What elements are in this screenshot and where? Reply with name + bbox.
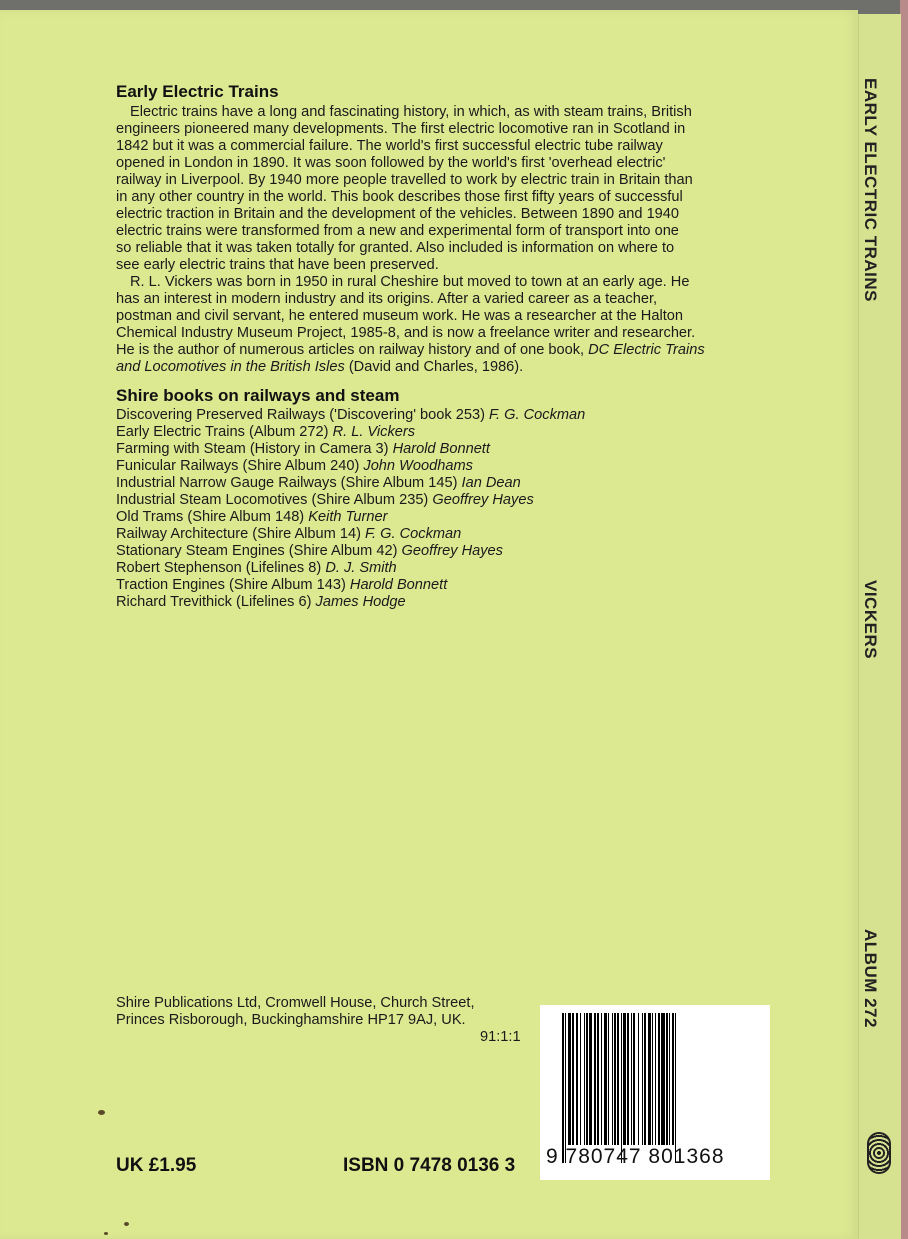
list-item-title: Discovering Preserved Railways ('Discovering' book 253) (116, 407, 485, 423)
text-line: see early electric trains that have been preserved. (116, 257, 439, 273)
book-title: and Locomotives in the British Isles (116, 359, 345, 375)
text-line: Electric trains have a long and fascinating history, in which, as with steam trains, British (130, 104, 692, 120)
section-heading-early-electric-trains: Early Electric Trains (116, 82, 279, 101)
list-item-author: John Woodhams (363, 458, 473, 474)
list-item (116, 441, 490, 458)
list-item-author: F. G. Cockman (365, 526, 462, 542)
text-line: electric traction in Britain and the development of the vehicles. Between 1890 and 1940 (116, 206, 680, 222)
book-title: DC Electric Trains (588, 342, 705, 358)
barcode-bar (676, 1013, 679, 1163)
back-cover (0, 10, 858, 1239)
list-item-author: Geoffrey Hayes (401, 543, 503, 559)
text-line: engineers pioneered many developments. The first electric locomotive ran in Scotland in (116, 121, 686, 137)
price-label: UK £1.95 (116, 1155, 197, 1176)
list-item (116, 475, 521, 492)
stain-mark (124, 1222, 129, 1226)
book-spine (858, 14, 901, 1239)
barcode-bars (562, 1013, 764, 1145)
text-line: postman and civil servant, he entered museum work. He was a researcher at the Halton (116, 308, 683, 324)
list-item-title: Farming with Steam (History in Camera 3) (116, 441, 389, 457)
list-item (116, 543, 503, 560)
list-item-title: Stationary Steam Engines (Shire Album 42) (116, 543, 398, 559)
list-item-author: Keith Turner (308, 509, 388, 525)
list-item-author: F. G. Cockman (489, 407, 586, 423)
print-code: 91:1:1 (480, 1029, 521, 1045)
list-item (116, 560, 397, 577)
list-item-author: Ian Dean (461, 475, 521, 491)
list-item (116, 526, 461, 543)
text-line (116, 359, 523, 376)
list-item (116, 407, 585, 424)
publisher-logo-icon (867, 1132, 891, 1174)
list-item (116, 492, 534, 509)
list-item-author: James Hodge (315, 594, 406, 610)
list-item-title: Industrial Steam Locomotives (Shire Album 235) (116, 492, 429, 508)
text-fragment: He is the author of numerous articles on railway history and of one book, (116, 342, 585, 358)
text-line (116, 342, 705, 359)
text-line: has an interest in modern industry and its origins. After a varied career as a teacher, (116, 291, 658, 307)
text-line: 1842 but it was a commercial failure. The world's first successful electric tube railway (116, 138, 663, 154)
barcode-digits: 9 780747 801368 (546, 1145, 725, 1168)
back-cover-edge (900, 0, 908, 1239)
text-line: in any other country in the world. This book describes those first fifty years of successful (116, 189, 683, 205)
list-item-title: Robert Stephenson (Lifelines 8) (116, 560, 322, 576)
text-line: electric trains were transformed from a new and experimental form of transport into one (116, 223, 679, 239)
text-line: so reliable that it was taken totally for granted. Also included is information on where to (116, 240, 675, 256)
list-item (116, 509, 387, 526)
list-item-author: Geoffrey Hayes (432, 492, 534, 508)
list-item-title: Richard Trevithick (Lifelines 6) (116, 594, 312, 610)
list-item-title: Early Electric Trains (Album 272) (116, 424, 329, 440)
list-item-author: D. J. Smith (325, 560, 397, 576)
list-item-author: Harold Bonnett (349, 577, 448, 593)
list-item-title: Railway Architecture (Shire Album 14) (116, 526, 361, 542)
stain-mark (98, 1110, 105, 1115)
spine-author: VICKERS (861, 580, 880, 660)
list-item (116, 577, 447, 594)
text-line: railway in Liverpool. By 1940 more people travelled to work by electric train in Britain than (116, 172, 693, 188)
text-line: opened in London in 1890. It was soon followed by the world's first 'overhead electric' (116, 155, 666, 171)
text-line: R. L. Vickers was born in 1950 in rural Cheshire but moved to town at an early age. He (130, 274, 690, 290)
list-item (116, 594, 406, 611)
list-item-title: Industrial Narrow Gauge Railways (Shire Album 145) (116, 475, 458, 491)
list-item (116, 424, 415, 441)
stain-mark (104, 1232, 108, 1235)
list-item (116, 458, 473, 475)
spine-series: ALBUM 272 (861, 929, 880, 1028)
list-item-author: R. L. Vickers (332, 424, 416, 440)
spine-title: EARLY ELECTRIC TRAINS (861, 78, 880, 302)
isbn-label: ISBN 0 7478 0136 3 (343, 1155, 516, 1176)
text-line: Chemical Industry Museum Project, 1985-8, and is now a freelance writer and researcher. (116, 325, 696, 341)
list-item-author: Harold Bonnett (392, 441, 490, 457)
barcode (540, 1005, 770, 1180)
book-publisher: (David and Charles, 1986). (348, 359, 524, 375)
list-item-title: Traction Engines (Shire Album 143) (116, 577, 346, 593)
publisher-address-line2: Princes Risborough, Buckinghamshire HP17 9AJ, UK. (116, 1012, 466, 1028)
section-heading-shire-books: Shire books on railways and steam (116, 386, 400, 405)
list-item-title: Old Trams (Shire Album 148) (116, 509, 305, 525)
list-item-title: Funicular Railways (Shire Album 240) (116, 458, 360, 474)
publisher-address-line1: Shire Publications Ltd, Cromwell House, Church Street, (116, 995, 475, 1011)
